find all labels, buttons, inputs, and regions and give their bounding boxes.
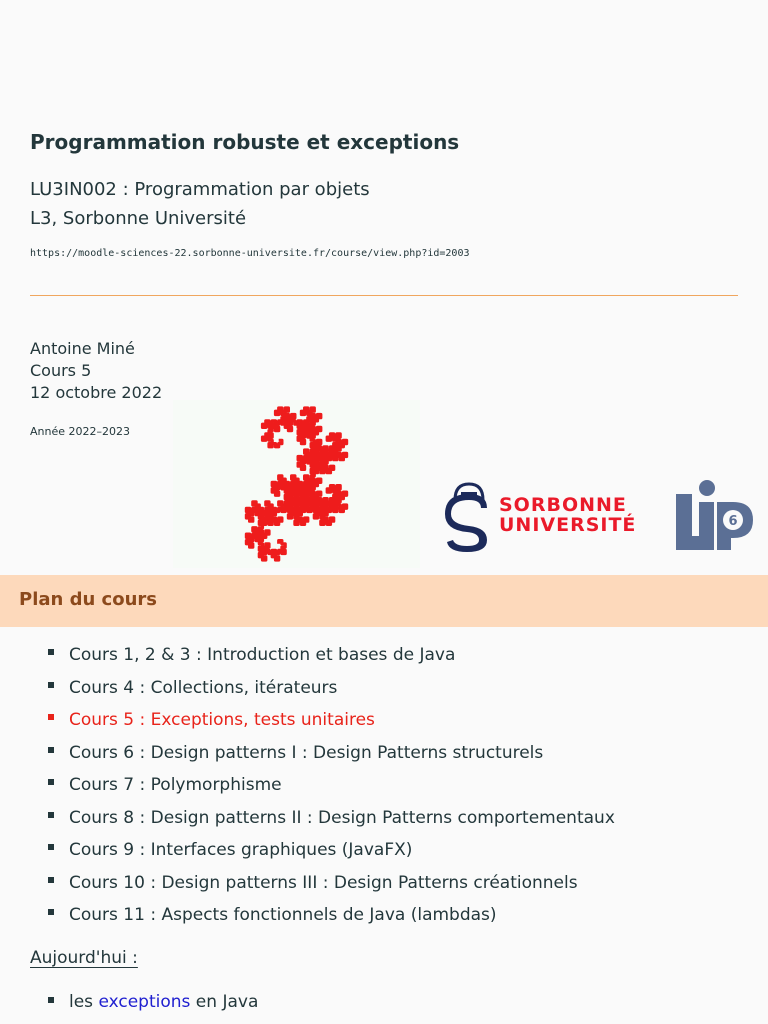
institution: L3, Sorbonne Université <box>30 208 247 229</box>
plan-item <box>0 868 768 901</box>
bullet-icon <box>48 682 54 688</box>
bullet-icon <box>48 909 54 915</box>
plan-item <box>0 803 768 836</box>
course-code: LU3IN002 : Programmation par objets <box>30 179 370 200</box>
today-item-prefix: les <box>69 992 99 1012</box>
slide-title: Programmation robuste et exceptions <box>30 130 460 154</box>
frame-header <box>0 575 768 627</box>
today-item-keyword: exceptions <box>98 992 191 1012</box>
bullet-icon <box>48 747 54 753</box>
dragon-fractal-icon <box>173 400 420 568</box>
bullet-icon <box>48 844 54 850</box>
plan-item <box>0 640 768 673</box>
plan-item-text: Cours 10 : Design patterns III : Design Patterns créationnels <box>69 872 578 893</box>
bullet-icon <box>48 714 54 720</box>
lecture-number: Cours 5 <box>30 361 92 380</box>
sorbonne-line2: UNIVERSITÉ <box>499 514 637 536</box>
plan-item-text: Cours 5 : Exceptions, tests unitaires <box>69 710 375 730</box>
plan-item-text: Cours 8 : Design patterns II : Design Patterns comportementaux <box>69 807 615 828</box>
svg-text:6: 6 <box>728 514 738 529</box>
dragon-curve <box>246 408 346 560</box>
plan-item-text: Cours 7 : Polymorphisme <box>69 775 282 795</box>
today-label: Aujourd'hui : <box>30 948 138 968</box>
plan-item-text: Cours 9 : Interfaces graphiques (JavaFX) <box>69 840 413 860</box>
plan-item <box>0 673 768 706</box>
plan-item <box>0 770 768 803</box>
bullet-icon <box>48 649 54 655</box>
title-divider <box>30 295 738 296</box>
author-block <box>30 338 162 404</box>
list-item <box>0 988 768 1018</box>
lip6-icon <box>673 478 755 554</box>
bullet-icon <box>48 779 54 785</box>
lip6-logo <box>673 478 755 554</box>
plan-item <box>0 738 768 771</box>
plan-item <box>0 900 768 933</box>
sorbonne-emblem-icon <box>443 478 495 554</box>
sorbonne-logo <box>443 478 637 554</box>
academic-year: Année 2022–2023 <box>30 425 130 438</box>
bullet-icon <box>48 997 54 1003</box>
sorbonne-wordmark <box>499 495 636 535</box>
bullet-icon <box>48 877 54 883</box>
plan-item <box>0 705 768 738</box>
plan-item-text: Cours 6 : Design patterns I : Design Patterns structurels <box>69 742 544 763</box>
plan-item-text: Cours 11 : Aspects fonctionnels de Java (lambdas) <box>69 905 497 925</box>
bullet-icon <box>48 812 54 818</box>
course-plan-list <box>0 640 768 933</box>
author-name: Antoine Miné <box>30 339 135 358</box>
sorbonne-line1: SORBONNE <box>499 494 627 516</box>
today-item-text <box>69 992 258 1012</box>
plan-item-text: Cours 4 : Collections, itérateurs <box>69 677 338 698</box>
today-item-suffix: en Java <box>190 992 259 1012</box>
today-list <box>0 988 768 1018</box>
course-url[interactable]: https://moodle-sciences-22.sorbonne-universite.fr/course/view.php?id=2003 <box>30 248 470 259</box>
frame-title: Plan du cours <box>19 589 157 610</box>
slide-subtitle <box>30 175 370 233</box>
plan-item-text: Cours 1, 2 & 3 : Introduction et bases de Java <box>69 645 456 665</box>
lecture-date: 12 octobre 2022 <box>30 383 163 402</box>
dragon-fractal-image <box>173 400 420 568</box>
plan-item <box>0 835 768 868</box>
